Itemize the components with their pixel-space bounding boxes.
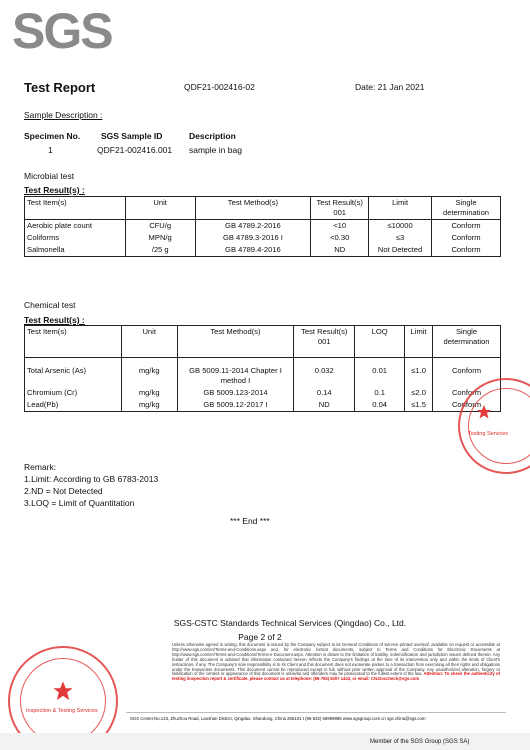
report-number: QDF21-002416-02 [184, 82, 255, 92]
cell-determination: Conform [432, 220, 501, 233]
logo-text: SGS [12, 3, 112, 58]
header-cell: Unit [125, 197, 195, 220]
cell-result: <10 [311, 220, 369, 233]
cell-method: GB 4789.2-2016 [195, 220, 311, 233]
chemical-results-table [24, 325, 501, 412]
header-cell: Single determination [433, 326, 501, 358]
microbial-results-table [24, 196, 501, 257]
cell-limit: ≤3 [369, 232, 432, 244]
legal-text: Unless otherwise agreed in writing, this document is issued by the Company subject to its General Conditions of Service printed overleaf, available on request or accessible at http://www.sgs.com/en/Terms-and-Conditions.aspx and, for electronic format documents, subject to Terms and Conditions for Electronic Documents at http://www.sgs.com/en/Terms-and-Conditions/Terms-e-Document.aspx. Attention is drawn to the limitation of liability, indemnification and jurisdiction issues defined therein. Any holder of this document is advised that information contained hereon reflects the Company's findings at the time of its intervention only and within the limits of Client's instructions, if any. The Company's sole responsibility is to its Client and this document does not exonerate parties to a transaction from exercising all their rights and obligations under the transaction documents. This document cannot be reproduced except in full, without prior written approval of the Company. Any unauthorized alteration, forgery or falsification of the content or appearance of this document is unlawful and offenders may be prosecuted to the fullest extent of the law. [172, 642, 500, 677]
cell-unit: CFU/g [125, 220, 195, 233]
cell-determination: Conform [433, 358, 501, 388]
header-cell: Limit [405, 326, 433, 358]
cell-limit: ≤2.0 [405, 387, 433, 399]
star-icon [52, 680, 74, 702]
company-name: SGS-CSTC Standards Technical Services (Qingdao) Co., Ltd. [173, 618, 407, 628]
cell-result: ND [311, 244, 369, 257]
cell-loq: 0.04 [355, 399, 405, 412]
report-date: Date: 21 Jan 2021 [355, 82, 425, 92]
table-header-row [25, 326, 501, 358]
header-cell: LOQ [355, 326, 405, 358]
table-row [25, 244, 501, 257]
microbial-section-title: Microbial test [24, 171, 75, 181]
header-cell: Single determination [432, 197, 501, 220]
specimen-no-value: 1 [48, 145, 53, 155]
sgs-logo [6, 0, 134, 58]
chemical-results-label: Test Result(s) : [24, 315, 85, 325]
cell-method: GB 5009.11-2014 Chapter I method I [177, 358, 294, 388]
cell-determination: Conform [433, 387, 501, 399]
table-header-row [25, 197, 501, 220]
header-cell: Test Result(s) 001 [311, 197, 369, 220]
cell-test-item: Aerobic plate count [25, 220, 126, 233]
cell-result: 0.032 [294, 358, 355, 388]
cell-unit: MPN/g [125, 232, 195, 244]
remark-heading: Remark: [24, 462, 57, 472]
table-row [25, 399, 501, 412]
member-text: Member of the SGS Group (SGS SA) [370, 739, 470, 745]
cell-test-item: Chromium (Cr) [25, 387, 122, 399]
cell-loq: 0.01 [355, 358, 405, 388]
cell-unit: mg/kg [121, 399, 177, 412]
sample-description-heading: Sample Description : [24, 110, 103, 120]
header-cell: Test Item(s) [25, 326, 122, 358]
cell-determination: Conform [433, 399, 501, 412]
stamp-label-right: Testing Services [468, 431, 509, 437]
cell-unit: mg/kg [121, 358, 177, 388]
address-line: SGS Center,No.143, Zhuzhou Road, Laoshan District, Qingdao, Shandong, China 266101 t (86-532) 68999888 www.sgsgroup.com.cn sgs.china@sgs.com [130, 716, 426, 721]
remark-line: 3.LOQ = Limit of Quantitation [24, 498, 135, 508]
microbial-results-label: Test Result(s) : [24, 185, 85, 195]
cell-test-item: Total Arsenic (As) [25, 358, 122, 388]
legal-fine-print [172, 643, 500, 682]
report-title: Test Report [24, 80, 96, 95]
cell-test-item: Lead(Pb) [25, 399, 122, 412]
footer-divider [126, 712, 506, 713]
sgs-sample-id-value: QDF21-002416.001 [97, 145, 173, 155]
authenticity-notice: Attention: To check the authenticity of testing /inspection report & certificate, please contact us at telephone: (86-755) 8307 1443, or email: CN.Doccheck@sgs.com [172, 671, 500, 682]
table-row [25, 387, 501, 399]
description-value: sample in bag [189, 145, 242, 155]
header-cell: Test Result(s) 001 [294, 326, 355, 358]
end-marker: *** End *** [230, 516, 270, 526]
cell-test-item: Coliforms [25, 232, 126, 244]
cell-unit: mg/kg [121, 387, 177, 399]
remark-line: 1.Limit: According to GB 6783-2013 [24, 474, 159, 484]
page-number: Page 2 of 2 [238, 632, 282, 642]
col-sgs-sample-id: SGS Sample ID [101, 131, 163, 141]
table-row [25, 358, 501, 388]
cell-limit: Not Detected [369, 244, 432, 257]
cell-result: ND [294, 399, 355, 412]
cell-limit: ≤10000 [369, 220, 432, 233]
table-row [25, 232, 501, 244]
cell-method: GB 5009.123-2014 [177, 387, 294, 399]
remark-line: 2.ND = Not Detected [24, 486, 103, 496]
cell-result: <0.30 [311, 232, 369, 244]
cell-result: 0.14 [294, 387, 355, 399]
cell-loq: 0.1 [355, 387, 405, 399]
cell-test-item: Salmonella [25, 244, 126, 257]
cell-determination: Conform [432, 244, 501, 257]
chemical-section-title: Chemical test [24, 300, 76, 310]
table-row [25, 220, 501, 233]
cell-method: GB 5009.12-2017 I [177, 399, 294, 412]
cell-limit: ≤1.5 [405, 399, 433, 412]
header-cell: Test Method(s) [195, 197, 311, 220]
cell-limit: ≤1.0 [405, 358, 433, 388]
col-specimen-no: Specimen No. [24, 131, 81, 141]
cell-unit: /25 g [125, 244, 195, 257]
cell-determination: Conform [432, 232, 501, 244]
cell-method: GB 4789.3-2016 I [195, 232, 311, 244]
header-cell: Test Item(s) [25, 197, 126, 220]
header-cell: Limit [369, 197, 432, 220]
stamp-label-left: Inspection & Testing Services [26, 708, 98, 714]
col-description: Description [189, 131, 236, 141]
header-cell: Test Method(s) [177, 326, 294, 358]
star-icon [476, 404, 492, 420]
header-cell: Unit [121, 326, 177, 358]
cell-method: GB 4789.4-2016 [195, 244, 311, 257]
